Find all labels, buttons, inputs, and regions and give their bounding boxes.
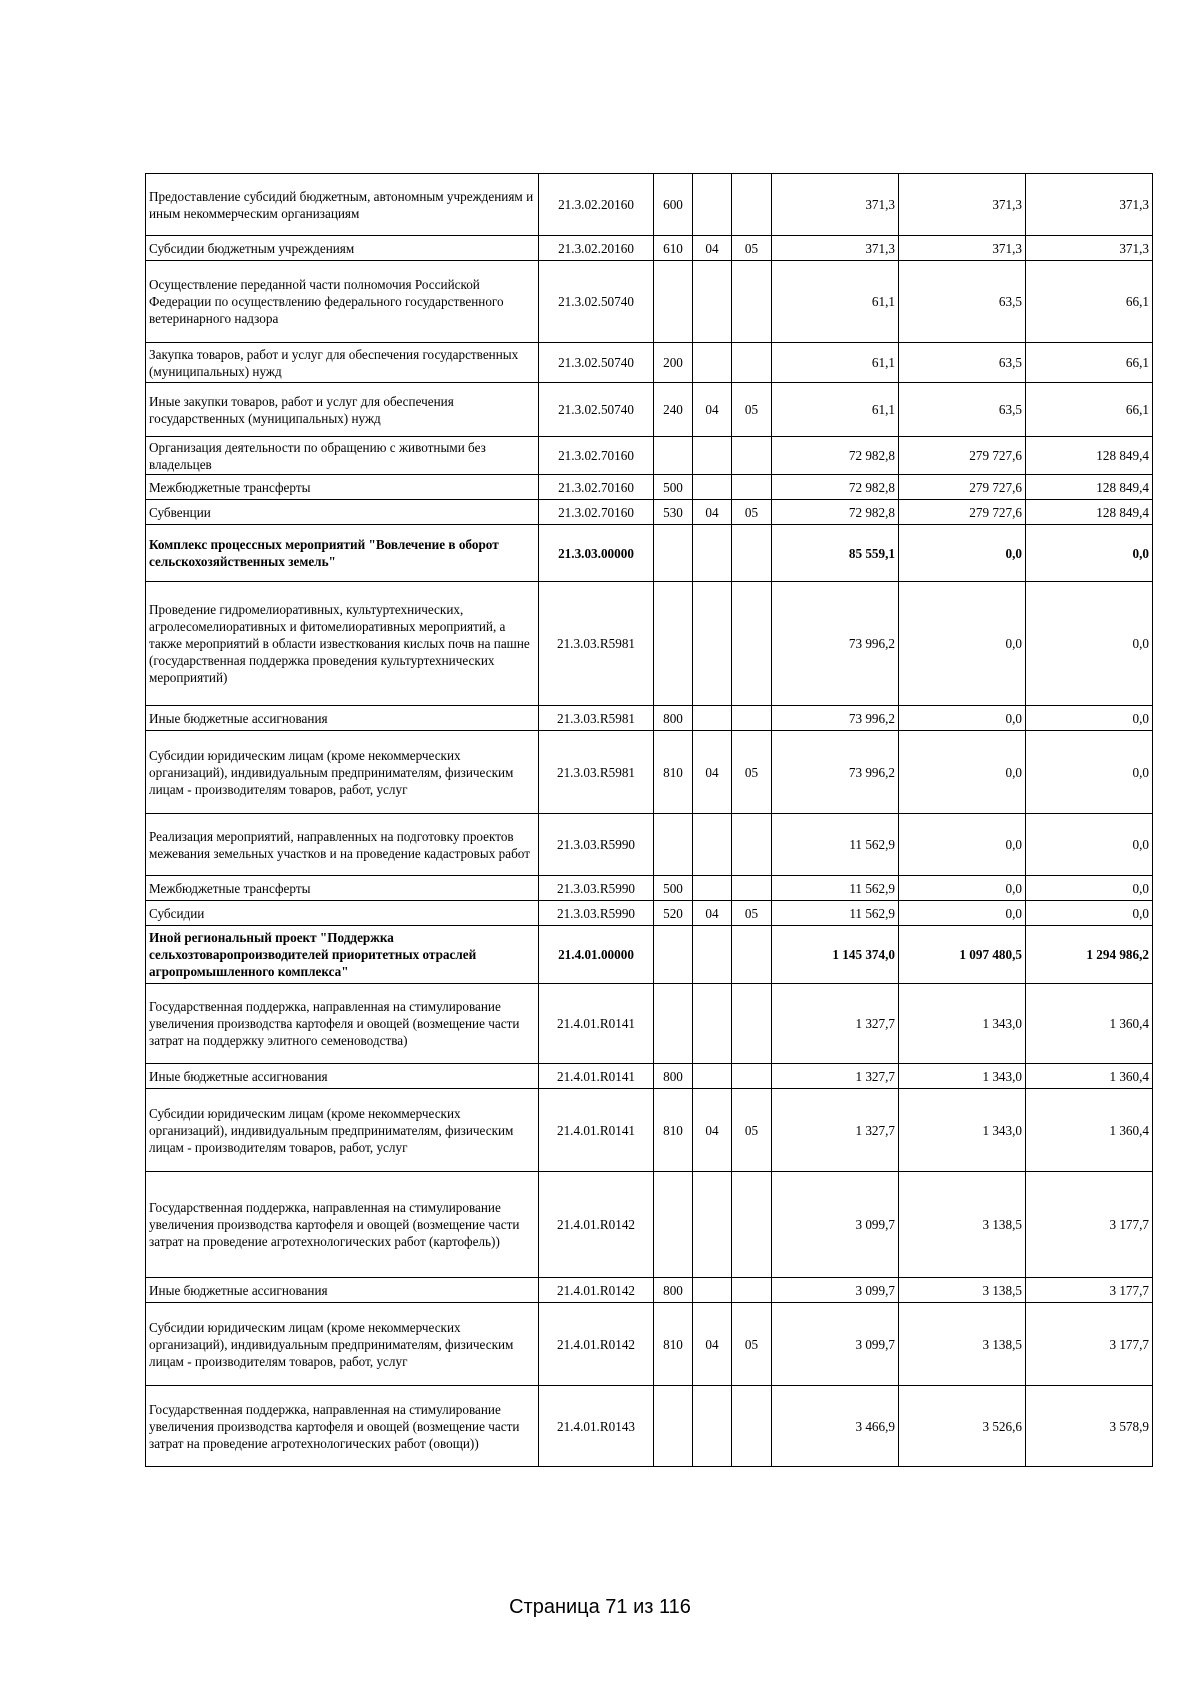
table-row	[146, 174, 1153, 236]
table-row	[146, 500, 1153, 525]
amount-year-2: 0,0	[899, 876, 1026, 901]
amount-year-1: 3 466,9	[772, 1386, 899, 1467]
table-row	[146, 437, 1153, 475]
amount-year-3: 3 177,7	[1026, 1303, 1153, 1386]
subsection-code	[732, 525, 772, 582]
table-row	[146, 1386, 1153, 1467]
subsection-code: 05	[732, 383, 772, 437]
expense-type-code	[654, 261, 693, 343]
table-row	[146, 475, 1153, 500]
section-code	[693, 475, 732, 500]
section-code	[693, 926, 732, 984]
budget-table	[145, 173, 1153, 1467]
amount-year-3: 66,1	[1026, 383, 1153, 437]
row-description: Субсидии бюджетным учреждениям	[146, 236, 539, 261]
target-article-code: 21.3.02.70160	[539, 500, 654, 525]
amount-year-1: 3 099,7	[772, 1172, 899, 1278]
table-row	[146, 901, 1153, 926]
section-code: 04	[693, 383, 732, 437]
table-row	[146, 582, 1153, 706]
amount-year-3: 371,3	[1026, 174, 1153, 236]
amount-year-2: 0,0	[899, 731, 1026, 814]
amount-year-3: 66,1	[1026, 343, 1153, 383]
amount-year-2: 1 343,0	[899, 984, 1026, 1064]
amount-year-3: 1 294 986,2	[1026, 926, 1153, 984]
amount-year-3: 3 177,7	[1026, 1278, 1153, 1303]
target-article-code: 21.3.02.50740	[539, 261, 654, 343]
row-description: Государственная поддержка, направленная на стимулирование увеличения производства картофеля и овощей (возмещение части затрат на проведение агротехнологических работ (картофель))	[146, 1172, 539, 1278]
row-description: Межбюджетные трансферты	[146, 876, 539, 901]
section-code	[693, 1278, 732, 1303]
row-description: Организация деятельности по обращению с животными без владельцев	[146, 437, 539, 475]
section-code	[693, 984, 732, 1064]
target-article-code: 21.4.01.R0142	[539, 1172, 654, 1278]
amount-year-2: 0,0	[899, 525, 1026, 582]
amount-year-2: 0,0	[899, 901, 1026, 926]
target-article-code: 21.3.02.70160	[539, 437, 654, 475]
amount-year-2: 3 526,6	[899, 1386, 1026, 1467]
expense-type-code	[654, 1172, 693, 1278]
amount-year-2: 3 138,5	[899, 1303, 1026, 1386]
table-row	[146, 261, 1153, 343]
section-code	[693, 706, 732, 731]
section-code	[693, 1172, 732, 1278]
section-code: 04	[693, 500, 732, 525]
target-article-code: 21.3.03.R5981	[539, 706, 654, 731]
table-row	[146, 984, 1153, 1064]
target-article-code: 21.3.02.50740	[539, 383, 654, 437]
expense-type-code	[654, 984, 693, 1064]
amount-year-3: 1 360,4	[1026, 984, 1153, 1064]
row-description: Предоставление субсидий бюджетным, автономным учреждениям и иным некоммерческим организациям	[146, 174, 539, 236]
table-row	[146, 814, 1153, 876]
amount-year-1: 61,1	[772, 383, 899, 437]
expense-type-code: 810	[654, 731, 693, 814]
table-row	[146, 1303, 1153, 1386]
amount-year-1: 371,3	[772, 236, 899, 261]
section-code: 04	[693, 236, 732, 261]
subsection-code	[732, 1064, 772, 1089]
subsection-code	[732, 876, 772, 901]
table-row	[146, 731, 1153, 814]
row-description: Осуществление переданной части полномочия Российской Федерации по осуществлению федерального государственного ветеринарного надзора	[146, 261, 539, 343]
section-code	[693, 437, 732, 475]
subsection-code: 05	[732, 731, 772, 814]
expense-type-code	[654, 525, 693, 582]
amount-year-2: 279 727,6	[899, 475, 1026, 500]
section-code	[693, 1386, 732, 1467]
target-article-code: 21.4.01.R0142	[539, 1278, 654, 1303]
subsection-code: 05	[732, 500, 772, 525]
target-article-code: 21.3.03.R5990	[539, 876, 654, 901]
section-code: 04	[693, 1303, 732, 1386]
subsection-code	[732, 1172, 772, 1278]
amount-year-3: 1 360,4	[1026, 1089, 1153, 1172]
amount-year-1: 1 145 374,0	[772, 926, 899, 984]
table-row	[146, 926, 1153, 984]
amount-year-3: 1 360,4	[1026, 1064, 1153, 1089]
page-number: Страница 71 из 116	[509, 1596, 691, 1618]
row-description: Субвенции	[146, 500, 539, 525]
table-row	[146, 1172, 1153, 1278]
section-code	[693, 343, 732, 383]
section-code	[693, 876, 732, 901]
section-code	[693, 525, 732, 582]
amount-year-3: 3 578,9	[1026, 1386, 1153, 1467]
amount-year-3: 0,0	[1026, 731, 1153, 814]
expense-type-code	[654, 926, 693, 984]
subsection-code	[732, 1278, 772, 1303]
expense-type-code: 200	[654, 343, 693, 383]
amount-year-1: 11 562,9	[772, 876, 899, 901]
row-description: Закупка товаров, работ и услуг для обеспечения государственных (муниципальных) нужд	[146, 343, 539, 383]
amount-year-1: 11 562,9	[772, 901, 899, 926]
amount-year-2: 371,3	[899, 174, 1026, 236]
table-row	[146, 1278, 1153, 1303]
expense-type-code: 500	[654, 475, 693, 500]
expense-type-code: 520	[654, 901, 693, 926]
row-description: Межбюджетные трансферты	[146, 475, 539, 500]
table-row	[146, 876, 1153, 901]
amount-year-1: 3 099,7	[772, 1278, 899, 1303]
subsection-code	[732, 1386, 772, 1467]
section-code	[693, 582, 732, 706]
row-description: Проведение гидромелиоративных, культуртехнических, агролесомелиоративных и фитомелиоративных мероприятий, а также мероприятий в области известкования кислых почв на пашне (государственная поддержка проведения культуртехнических мероприятий)	[146, 582, 539, 706]
amount-year-1: 61,1	[772, 343, 899, 383]
subsection-code: 05	[732, 901, 772, 926]
amount-year-1: 1 327,7	[772, 984, 899, 1064]
amount-year-3: 66,1	[1026, 261, 1153, 343]
row-description: Реализация мероприятий, направленных на подготовку проектов межевания земельных участков и на проведение кадастровых работ	[146, 814, 539, 876]
subsection-code	[732, 926, 772, 984]
amount-year-2: 0,0	[899, 814, 1026, 876]
target-article-code: 21.4.01.R0141	[539, 1064, 654, 1089]
expense-type-code: 810	[654, 1303, 693, 1386]
target-article-code: 21.4.01.R0141	[539, 1089, 654, 1172]
section-code	[693, 261, 732, 343]
amount-year-1: 61,1	[772, 261, 899, 343]
amount-year-1: 73 996,2	[772, 706, 899, 731]
row-description: Комплекс процессных мероприятий "Вовлечение в оборот сельскохозяйственных земель"	[146, 525, 539, 582]
row-description: Иные бюджетные ассигнования	[146, 1064, 539, 1089]
subsection-code	[732, 814, 772, 876]
target-article-code: 21.3.02.20160	[539, 174, 654, 236]
section-code: 04	[693, 731, 732, 814]
subsection-code	[732, 261, 772, 343]
target-article-code: 21.4.01.R0142	[539, 1303, 654, 1386]
expense-type-code: 600	[654, 174, 693, 236]
amount-year-3: 0,0	[1026, 901, 1153, 926]
amount-year-1: 371,3	[772, 174, 899, 236]
section-code	[693, 174, 732, 236]
expense-type-code	[654, 437, 693, 475]
amount-year-1: 3 099,7	[772, 1303, 899, 1386]
amount-year-3: 3 177,7	[1026, 1172, 1153, 1278]
row-description: Иные бюджетные ассигнования	[146, 706, 539, 731]
section-code	[693, 1064, 732, 1089]
target-article-code: 21.3.02.50740	[539, 343, 654, 383]
amount-year-1: 85 559,1	[772, 525, 899, 582]
amount-year-3: 0,0	[1026, 876, 1153, 901]
amount-year-1: 72 982,8	[772, 437, 899, 475]
target-article-code: 21.3.03.R5990	[539, 901, 654, 926]
amount-year-2: 0,0	[899, 706, 1026, 731]
table-row	[146, 706, 1153, 731]
amount-year-3: 0,0	[1026, 706, 1153, 731]
amount-year-3: 0,0	[1026, 525, 1153, 582]
amount-year-3: 128 849,4	[1026, 500, 1153, 525]
target-article-code: 21.3.02.70160	[539, 475, 654, 500]
row-description: Субсидии юридическим лицам (кроме некоммерческих организаций), индивидуальным предпринимателям, физическим лицам - производителям товаров, работ, услуг	[146, 1303, 539, 1386]
amount-year-2: 0,0	[899, 582, 1026, 706]
amount-year-2: 63,5	[899, 383, 1026, 437]
row-description: Субсидии юридическим лицам (кроме некоммерческих организаций), индивидуальным предпринимателям, физическим лицам - производителям товаров, работ, услуг	[146, 1089, 539, 1172]
amount-year-2: 63,5	[899, 343, 1026, 383]
table-row	[146, 236, 1153, 261]
subsection-code: 05	[732, 1089, 772, 1172]
target-article-code: 21.3.03.R5981	[539, 731, 654, 814]
amount-year-3: 371,3	[1026, 236, 1153, 261]
expense-type-code: 800	[654, 1064, 693, 1089]
expense-type-code	[654, 814, 693, 876]
expense-type-code: 500	[654, 876, 693, 901]
amount-year-1: 73 996,2	[772, 731, 899, 814]
section-code: 04	[693, 901, 732, 926]
table-row	[146, 343, 1153, 383]
expense-type-code: 240	[654, 383, 693, 437]
expense-type-code: 810	[654, 1089, 693, 1172]
target-article-code: 21.3.02.20160	[539, 236, 654, 261]
amount-year-2: 1 097 480,5	[899, 926, 1026, 984]
amount-year-3: 0,0	[1026, 814, 1153, 876]
amount-year-2: 279 727,6	[899, 500, 1026, 525]
expense-type-code	[654, 582, 693, 706]
expense-type-code: 800	[654, 1278, 693, 1303]
subsection-code	[732, 174, 772, 236]
section-code: 04	[693, 1089, 732, 1172]
table-row	[146, 383, 1153, 437]
row-description: Субсидии	[146, 901, 539, 926]
target-article-code: 21.3.03.00000	[539, 525, 654, 582]
table-row	[146, 1089, 1153, 1172]
expense-type-code: 610	[654, 236, 693, 261]
amount-year-3: 0,0	[1026, 582, 1153, 706]
subsection-code	[732, 437, 772, 475]
amount-year-1: 73 996,2	[772, 582, 899, 706]
table-row	[146, 1064, 1153, 1089]
subsection-code	[732, 582, 772, 706]
row-description: Иной региональный проект "Поддержка сельхозтоваропроизводителей приоритетных отраслей агропромышленного комплекса"	[146, 926, 539, 984]
expense-type-code: 530	[654, 500, 693, 525]
amount-year-1: 72 982,8	[772, 475, 899, 500]
target-article-code: 21.4.01.00000	[539, 926, 654, 984]
table-row	[146, 525, 1153, 582]
subsection-code	[732, 475, 772, 500]
row-description: Государственная поддержка, направленная на стимулирование увеличения производства картофеля и овощей (возмещение части затрат на проведение агротехнологических работ (овощи))	[146, 1386, 539, 1467]
expense-type-code: 800	[654, 706, 693, 731]
row-description: Субсидии юридическим лицам (кроме некоммерческих организаций), индивидуальным предпринимателям, физическим лицам - производителям товаров, работ, услуг	[146, 731, 539, 814]
section-code	[693, 814, 732, 876]
amount-year-1: 72 982,8	[772, 500, 899, 525]
row-description: Иные закупки товаров, работ и услуг для обеспечения государственных (муниципальных) нужд	[146, 383, 539, 437]
amount-year-2: 1 343,0	[899, 1089, 1026, 1172]
row-description: Иные бюджетные ассигнования	[146, 1278, 539, 1303]
expense-type-code	[654, 1386, 693, 1467]
amount-year-2: 279 727,6	[899, 437, 1026, 475]
amount-year-2: 63,5	[899, 261, 1026, 343]
subsection-code	[732, 706, 772, 731]
target-article-code: 21.3.03.R5981	[539, 582, 654, 706]
target-article-code: 21.4.01.R0143	[539, 1386, 654, 1467]
subsection-code	[732, 343, 772, 383]
subsection-code	[732, 984, 772, 1064]
amount-year-3: 128 849,4	[1026, 437, 1153, 475]
amount-year-2: 371,3	[899, 236, 1026, 261]
subsection-code: 05	[732, 1303, 772, 1386]
amount-year-2: 3 138,5	[899, 1172, 1026, 1278]
target-article-code: 21.3.03.R5990	[539, 814, 654, 876]
amount-year-1: 1 327,7	[772, 1089, 899, 1172]
amount-year-3: 128 849,4	[1026, 475, 1153, 500]
amount-year-2: 3 138,5	[899, 1278, 1026, 1303]
row-description: Государственная поддержка, направленная на стимулирование увеличения производства картофеля и овощей (возмещение части затрат на поддержку элитного семеноводства)	[146, 984, 539, 1064]
amount-year-1: 1 327,7	[772, 1064, 899, 1089]
amount-year-2: 1 343,0	[899, 1064, 1026, 1089]
target-article-code: 21.4.01.R0141	[539, 984, 654, 1064]
amount-year-1: 11 562,9	[772, 814, 899, 876]
subsection-code: 05	[732, 236, 772, 261]
